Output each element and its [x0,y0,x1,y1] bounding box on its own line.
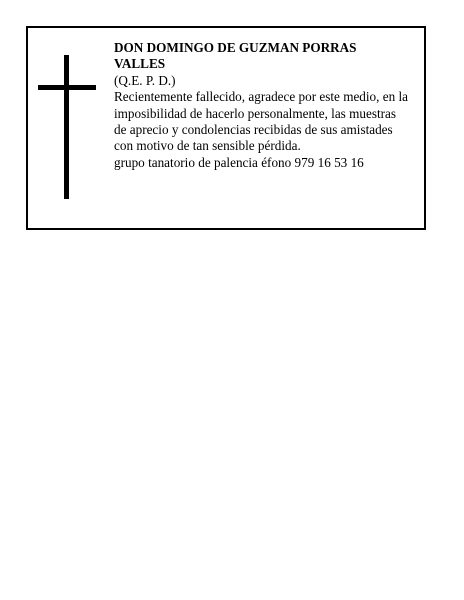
funeral-home-contact: grupo tanatorio de palencia éfono 979 16 53 16 [114,154,364,170]
notice-text [114,40,426,171]
deceased-name-line-1: DON DOMINGO DE GUZMAN PORRAS [114,40,357,55]
message-line-3: de aprecio y condolencias recibidas de sus amistades [114,122,393,138]
message-line-2: imposibilidad de hacerlo personalmente, las muestras [114,105,396,121]
obituary-notice [26,26,426,230]
deceased-name-line-2: VALLES [114,56,166,72]
message-line-4: con motivo de tan sensible pérdida. [114,138,301,154]
cross-vertical-bar [64,55,69,199]
rip-text: (Q.E. P. D.) [114,72,176,88]
cross-icon [38,55,98,199]
cross-horizontal-bar [38,85,96,90]
message-line-1: Recientemente fallecido, agradece por este medio, en la [114,89,409,105]
